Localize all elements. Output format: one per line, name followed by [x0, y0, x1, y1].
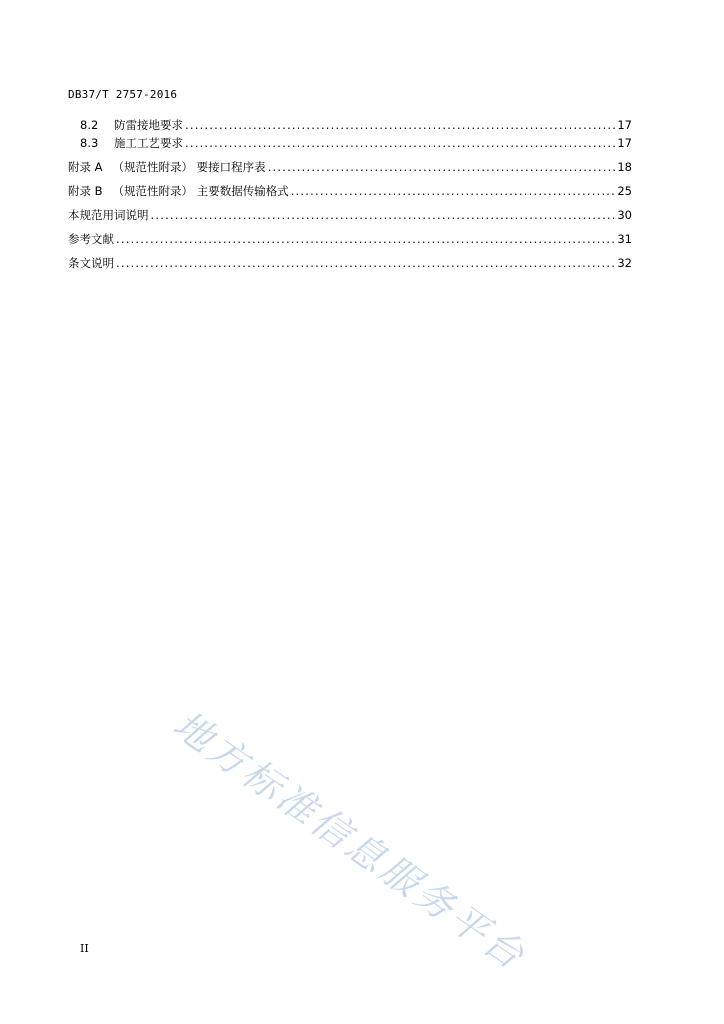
toc-entry-page: 31	[617, 232, 632, 246]
toc-entry-appendix-a[interactable]	[68, 159, 632, 183]
toc-entry-page: 25	[617, 184, 632, 198]
toc-entry-title: 防雷接地要求	[114, 118, 183, 132]
toc-entry-8-3[interactable]	[68, 135, 632, 159]
toc-entry-page: 18	[617, 160, 632, 174]
toc-entry-number: 附录 A	[68, 160, 103, 174]
toc-entry-page: 30	[617, 208, 632, 222]
toc-entry-number: 附录 B	[68, 184, 103, 198]
table-of-contents	[68, 117, 632, 279]
toc-entry-title: 施工工艺要求	[114, 136, 183, 150]
toc-entry-title: 本规范用词说明	[68, 208, 149, 222]
toc-entry-title: （规范性附录） 要接口程序表	[112, 160, 266, 174]
dot-leader	[268, 159, 616, 175]
toc-entry-terms[interactable]	[68, 207, 632, 231]
toc-entry-title: 条文说明	[68, 256, 114, 270]
watermark: 地方标准信息服务平台	[165, 702, 535, 980]
toc-entry-number: 8.2	[80, 118, 99, 132]
toc-entry-page: 32	[617, 256, 632, 270]
dot-leader	[116, 231, 615, 247]
toc-entry-8-2[interactable]	[68, 117, 632, 135]
dot-leader	[291, 183, 616, 199]
toc-entry-title: （规范性附录） 主要数据传输格式	[112, 184, 289, 198]
toc-entry-explanation[interactable]	[68, 255, 632, 279]
toc-entry-appendix-b[interactable]	[68, 183, 632, 207]
page-number: II	[80, 942, 89, 955]
dot-leader	[151, 207, 616, 223]
toc-entry-number: 8.3	[80, 136, 99, 150]
toc-entry-title: 参考文献	[68, 232, 114, 246]
dot-leader	[185, 117, 615, 133]
toc-entry-page: 17	[617, 118, 632, 132]
dot-leader	[116, 255, 615, 271]
standard-code: DB37/T 2757-2016	[68, 88, 178, 101]
dot-leader	[185, 135, 615, 151]
toc-entry-references[interactable]	[68, 231, 632, 255]
toc-entry-page: 17	[617, 136, 632, 150]
